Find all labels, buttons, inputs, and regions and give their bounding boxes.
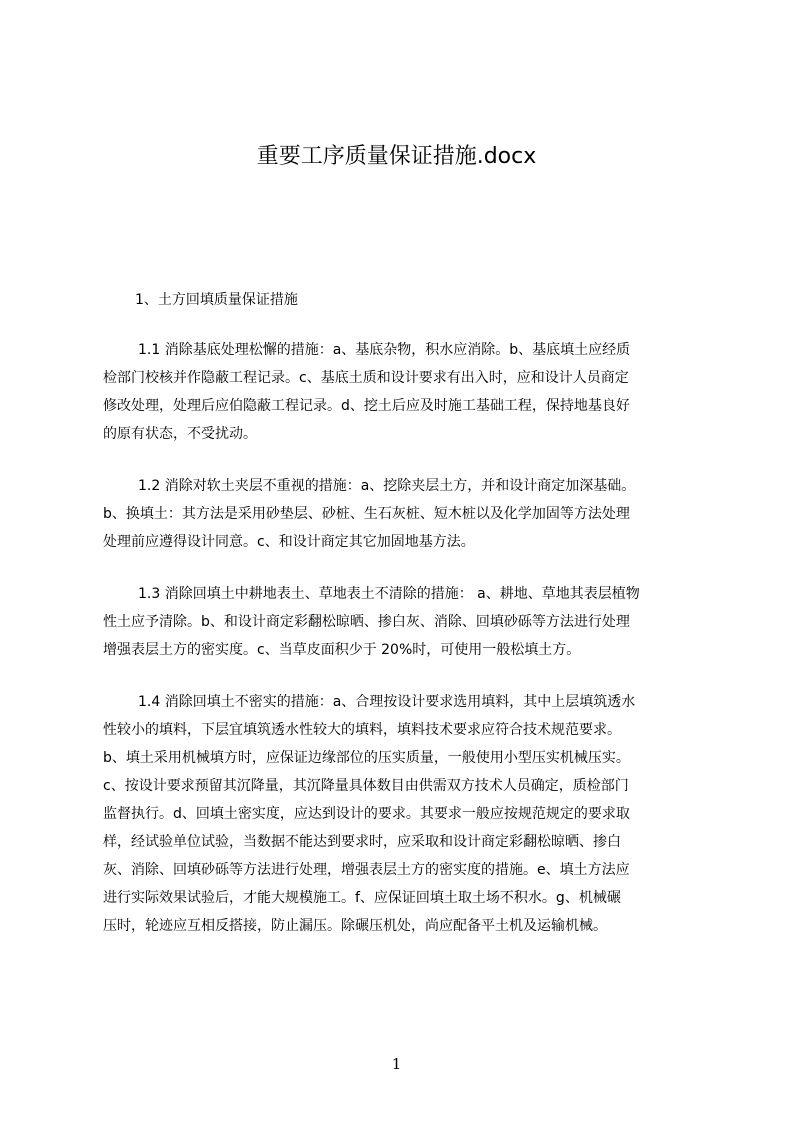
paragraph-line: 监督执行。d、回填土密实度，应达到设计的要求。其要求一般应按规范规定的要求取 <box>103 806 630 822</box>
paragraph-1-2 <box>103 472 700 556</box>
paragraph-line: 处理前应遵得设计同意。c、和设计商定其它加固地基方法。 <box>103 534 475 550</box>
document-title: 重要工序质量保证措施.docx <box>256 144 537 169</box>
paragraph-line: 修改处理，处理后应伯隐蔽工程记录。d、挖土后应及时施工基础工程，保持地基良好 <box>103 398 630 414</box>
paragraph-line: 性较小的填料，下层宜填筑透水性较大的填料，填料技术要求应符合技术规范要求。 <box>103 722 621 738</box>
paragraph-1-4 <box>103 688 700 940</box>
paragraph-line: 1.3 消除回填土中耕地表土、草地表土不清除的措施： a、耕地、草地其表层植物 <box>138 586 640 602</box>
page-number: 1 <box>391 1055 402 1073</box>
paragraph-line: 的原有状态，不受扰动。 <box>103 426 257 442</box>
paragraph-line: 灰、消除、回填砂砾等方法进行处理，增强表层土方的密实度的措施。e、填土方法应 <box>103 862 630 878</box>
paragraph-line: 1.4 消除回填土不密实的措施：a、合理按设计要求选用填料，其中上层填筑透水 <box>138 694 636 710</box>
paragraph-line: 增强表层土方的密实度。c、当草皮面积少于 20%时，可使用一般松填土方。 <box>103 642 581 658</box>
paragraph-line: 检部门校核并作隐蔽工程记录。c、基底土质和设计要求有出入时，应和设计人员商定 <box>103 370 629 386</box>
paragraph-line: b、填土采用机械填方时，应保证边缘部位的压实质量，一般使用小型压实机械压实。 <box>103 750 630 766</box>
paragraph-1-1 <box>103 336 700 448</box>
paragraph-line: 1.1 消除基底处理松懈的措施：a、基底杂物，积水应消除。b、基底填土应经质 <box>138 342 631 358</box>
paragraph-line: 进行实际效果试验后，才能大规模施工。f、应保证回填土取土场不积水。g、机械碾 <box>103 890 621 906</box>
section-heading: 1、土方回填质量保证措施 <box>135 292 298 308</box>
paragraph-line: 1.2 消除对软土夹层不重视的措施：a、挖除夹层土方，并和设计商定加深基础。 <box>138 478 636 494</box>
paragraph-line: 样，经试验单位试验，当数据不能达到要求时，应采取和设计商定彩翻松晾晒、掺白 <box>103 834 621 850</box>
paragraph-line: 性土应予清除。b、和设计商定彩翻松晾晒、掺白灰、消除、回填砂砾等方法进行处理 <box>103 614 630 630</box>
paragraph-line: 压时，轮迹应互相反搭接，防止漏压。除碾压机处，尚应配备平土机及运输机械。 <box>103 918 607 934</box>
paragraph-line: c、按设计要求预留其沉降量，其沉降量具体数目由供需双方技术人员确定，质检部门 <box>103 778 629 794</box>
paragraph-1-3 <box>103 580 700 664</box>
document-body <box>103 288 700 964</box>
paragraph-line: b、换填土：其方法是采用砂垫层、砂桩、生石灰桩、短木桩以及化学加固等方法处理 <box>103 506 630 522</box>
